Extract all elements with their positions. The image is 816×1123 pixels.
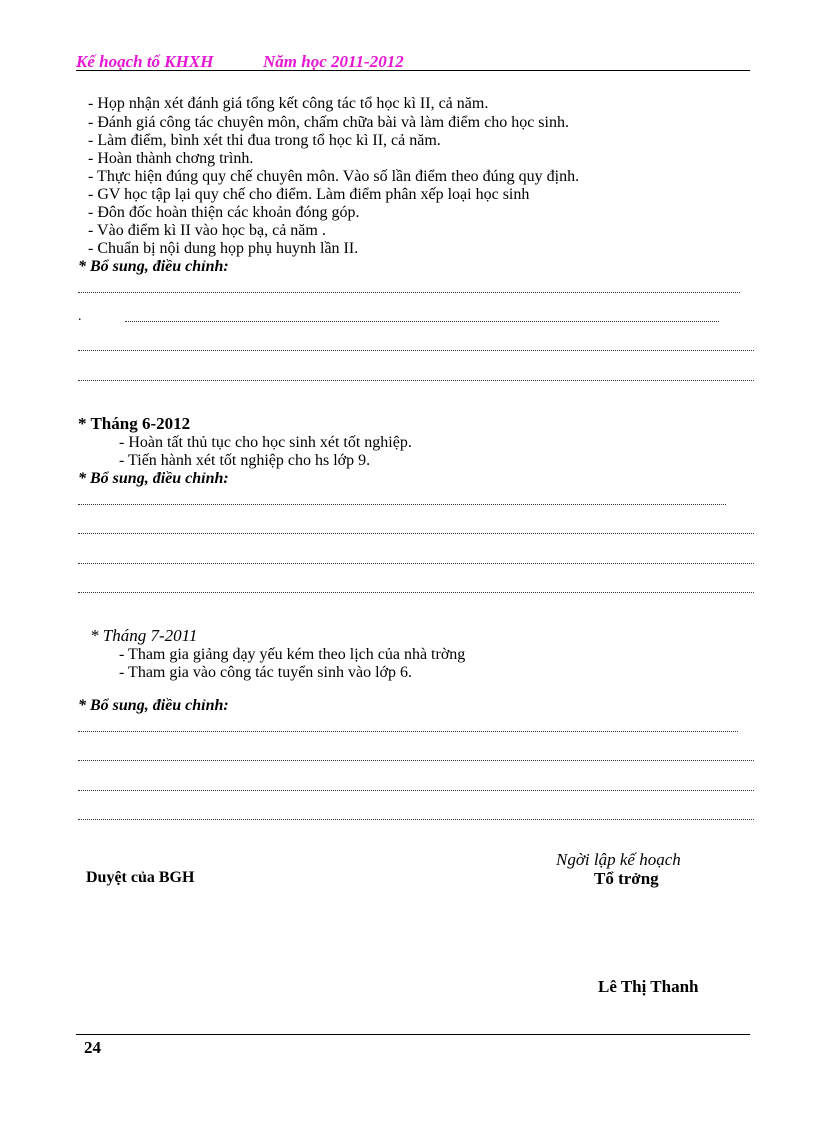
stray-dot: . bbox=[78, 309, 82, 324]
list-item: - Làm điểm, bình xét thi đua trong tổ học kì II, cả năm. bbox=[88, 132, 441, 149]
planner-role: Ngời lập kế hoạch bbox=[556, 850, 681, 869]
list-item: - Thực hiện đúng quy chế chuyên môn. Vào số lần điểm theo đúng quy định. bbox=[88, 168, 580, 185]
list-item: - Tham gia vào công tác tuyển sinh vào lớp 6. bbox=[119, 664, 412, 681]
dotted-line bbox=[78, 760, 754, 761]
list-item: - GV học tập lại quy chế cho điểm. Làm điểm phân xếp loại học sinh bbox=[88, 186, 530, 203]
list-item: - Đánh giá công tác chuyên môn, chấm chữa bài và làm điểm cho học sinh. bbox=[88, 114, 569, 131]
dotted-line bbox=[78, 292, 740, 293]
header-rule bbox=[76, 70, 750, 71]
dotted-line bbox=[78, 380, 754, 381]
dotted-line bbox=[78, 533, 754, 534]
planner-title: Tổ trởng bbox=[594, 869, 659, 888]
dotted-line bbox=[78, 592, 754, 593]
dotted-line bbox=[78, 790, 754, 791]
list-item: - Tiến hành xét tốt nghiệp cho hs lớp 9. bbox=[119, 452, 371, 469]
list-item: - Hoàn thành chơng trình. bbox=[88, 150, 254, 167]
adjustment-label: * Bổ sung, điều chỉnh: bbox=[78, 258, 229, 275]
list-item: - Họp nhận xét đánh giá tổng kết công tác tổ học kì II, cả năm. bbox=[88, 95, 489, 112]
adjustment-label: * Bổ sung, điều chỉnh: bbox=[78, 470, 229, 487]
planner-name: Lê Thị Thanh bbox=[598, 977, 699, 996]
footer-rule bbox=[76, 1034, 750, 1035]
adjustment-label: * Bổ sung, điều chỉnh: bbox=[78, 697, 229, 714]
dotted-line bbox=[78, 731, 738, 732]
list-item: - Đôn đốc hoàn thiện các khoản đóng góp. bbox=[88, 204, 360, 221]
header-plan-title: Kế hoạch tổ KHXH bbox=[76, 52, 214, 71]
dotted-line bbox=[78, 504, 726, 505]
dotted-line bbox=[78, 563, 754, 564]
dotted-line bbox=[78, 350, 754, 351]
approval-label: Duyệt của BGH bbox=[86, 869, 195, 886]
list-item: - Tham gia giảng dạy yếu kém theo lịch của nhà trờng bbox=[119, 646, 466, 663]
page-number: 24 bbox=[84, 1038, 101, 1057]
list-item: - Chuẩn bị nội dung họp phụ huynh lần II. bbox=[88, 240, 359, 257]
month-heading: * Tháng 6-2012 bbox=[78, 414, 191, 433]
header-school-year: Năm học 2011-2012 bbox=[263, 52, 404, 71]
month-heading: * Tháng 7-2011 bbox=[90, 626, 198, 645]
dotted-line bbox=[125, 321, 719, 322]
list-item: - Vào điểm kì II vào học bạ, cả năm . bbox=[88, 222, 326, 239]
dotted-line bbox=[78, 819, 754, 820]
list-item: - Hoàn tất thủ tục cho học sinh xét tốt nghiệp. bbox=[119, 434, 412, 451]
